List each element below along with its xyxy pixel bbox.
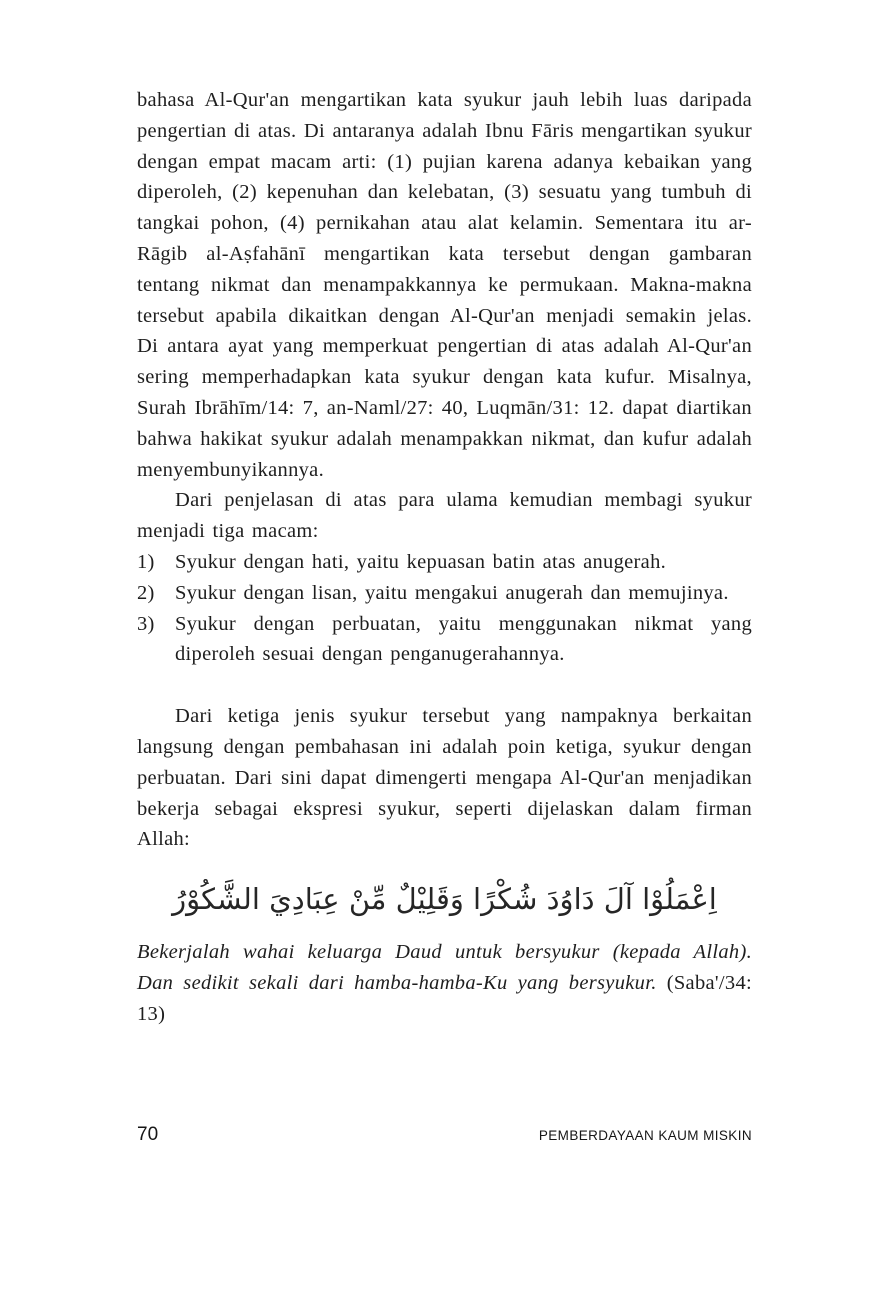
list-item [137,578,752,609]
paragraph-conclusion: Dari ketiga jenis syukur tersebut yang nampaknya berkaitan langsung dengan pembahasan ini adalah poin ketiga, syukur dengan perbuatan. Dari sini dapat dimengerti mengapa Al-Qur'an menjadikan bekerja sebagai ekspresi syukur, seperti dijelaskan dalam firman Allah: [137,705,752,851]
running-title: PEMBERDAYAAN KAUM MISKIN [538,1128,752,1143]
list-item-number: 1) [137,550,155,573]
list-item-text: Syukur dengan perbuatan, yaitu menggunakan nikmat yang diperoleh sesuai dengan penganugerahannya. [175,612,752,666]
verse-reference: (Saba'/34: 13) [137,972,752,1026]
list-item-number: 3) [137,612,155,635]
arabic-verse: اِعْمَلُوْا آلَ دَاوُدَ شُكْرًا وَقَلِيْلٌ مِّنْ عِبَادِيَ الشَّكُوْرُ [172,882,717,917]
list-item-text: Syukur dengan lisan, yaitu mengakui anugerah dan memujinya. [175,581,729,604]
paragraph-body: bahasa Al-Qur'an mengartikan kata syukur jauh lebih luas daripada pengertian di atas. Di antaranya adalah Ibnu Fāris mengartikan syukur dengan empat macam arti: (1) pujian karena adanya kebaikan yang diperoleh, (2) kepenuhan dan kelebatan, (3) sesuatu yang tumbuh di tangkai pohon, (4) pernikahan atau alat kelamin. Sementara itu ar-Rāgib al-Aṣfahānī mengartikan kata tersebut dengan gambaran tentang nikmat dan menampakkannya ke permukaan. Makna-makna tersebut apabila dikaitkan dengan Al-Qur'an menjadi semakin jelas. Di antara ayat yang memperkuat pengertian di atas adalah Al-Qur'an sering memperhadapkan kata syukur dengan kata kufur. Misalnya, Surah Ibrāhīm/14: 7, an-Naml/27: 40, Luqmān/31: 12. dapat diartikan bahwa hakikat syukur adalah menampakkan nikmat, dan kufur adalah menyembunyikannya. [137,89,752,481]
list-item-number: 2) [137,581,155,604]
verse-translation [137,937,752,1030]
list-item-text: Syukur dengan hati, yaitu kepuasan batin atas anugerah. [175,550,667,573]
verse-translation-text: Bekerjalah wahai keluarga Daud untuk bersyukur (kepada Allah). Dan sedikit sekali dari hamba-hamba-Ku yang bersyukur. [137,941,752,995]
numbered-list [137,547,752,670]
page-number: 70 [137,1124,159,1145]
list-item [137,609,752,671]
paragraph-list-intro: Dari penjelasan di atas para ulama kemudian membagi syukur menjadi tiga macam: [137,489,752,543]
page-content [137,85,752,1030]
page-footer [137,1124,752,1146]
list-item [137,547,752,578]
